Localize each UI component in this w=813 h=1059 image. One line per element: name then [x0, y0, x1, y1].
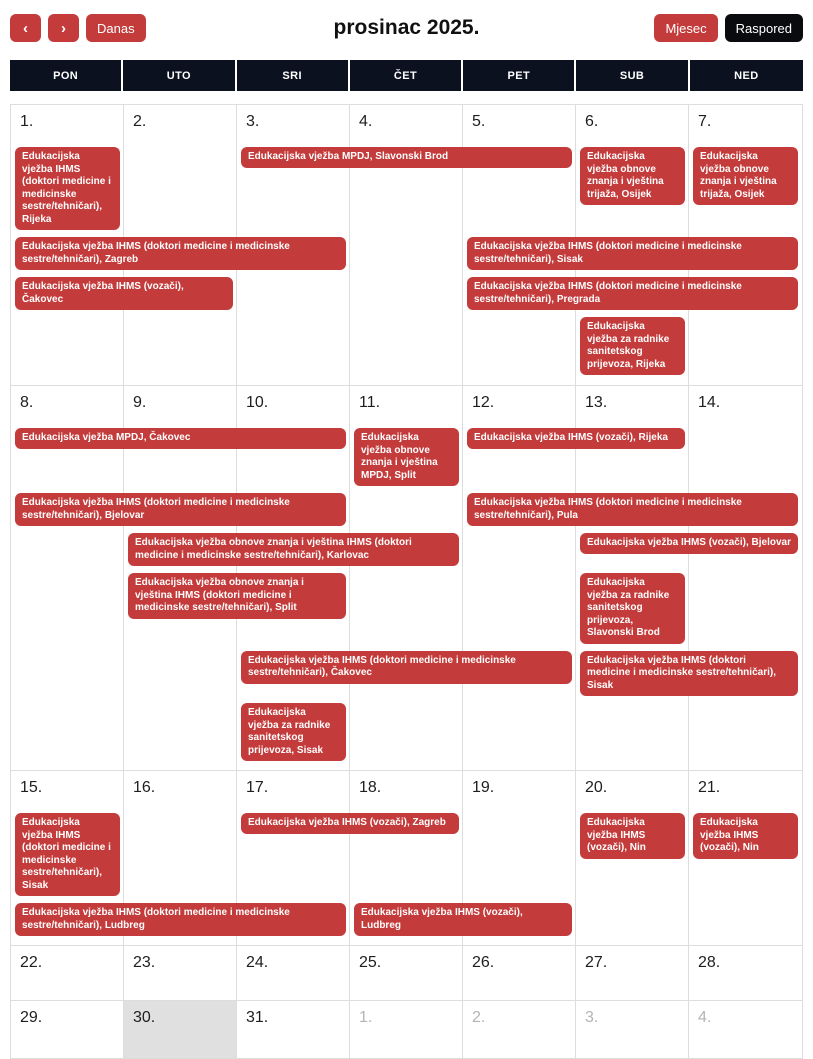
calendar-event[interactable]: Edukacijska vježba obnove znanja i vještina IHMS (doktori medicine i medicinske sestre/tehničari), Karlovac	[128, 533, 459, 566]
day-number: 6.	[585, 113, 599, 130]
day-number: 15.	[20, 779, 43, 796]
day-number: 13.	[585, 394, 608, 411]
calendar-event[interactable]: Edukacijska vježba IHMS (vozači), Nin	[580, 813, 685, 859]
day-header-1: UTO	[123, 60, 236, 91]
day-number: 19.	[472, 779, 495, 796]
day-number: 9.	[133, 394, 147, 411]
day-number: 20.	[585, 779, 608, 796]
calendar-event[interactable]: Edukacijska vježba obnove znanja i vještina IHMS (doktori medicine i medicinske sestre/tehničari), Split	[128, 573, 346, 619]
events-grid	[11, 1001, 802, 1058]
day-header-5: SUB	[576, 60, 689, 91]
week-row-3	[11, 770, 802, 945]
calendar-event[interactable]: Edukacijska vježba MPDJ, Slavonski Brod	[241, 147, 572, 168]
calendar-event[interactable]: Edukacijska vježba IHMS (doktori medicine i medicinske sestre/tehničari), Rijeka	[15, 147, 120, 230]
calendar-event[interactable]: Edukacijska vježba IHMS (vozači), Bjelovar	[580, 533, 798, 554]
events-grid	[11, 946, 802, 1000]
day-header-2: SRI	[237, 60, 350, 91]
calendar-event[interactable]: Edukacijska vježba IHMS (vozači), Nin	[693, 813, 798, 859]
day-number: 25.	[359, 954, 382, 971]
calendar-event[interactable]: Edukacijska vježba IHMS (vozači), Čakovec	[15, 277, 233, 310]
toolbar-left-group	[10, 14, 146, 42]
day-number: 8.	[20, 394, 34, 411]
day-number: 10.	[246, 394, 269, 411]
calendar-event[interactable]: Edukacijska vježba IHMS (doktori medicine i medicinske sestre/tehničari), Bjelovar	[15, 493, 346, 526]
day-number: 11.	[359, 394, 381, 411]
calendar-event[interactable]: Edukacijska vježba IHMS (doktori medicine i medicinske sestre/tehničari), Sisak	[467, 237, 798, 270]
day-number: 4.	[698, 1009, 712, 1026]
month-view-button[interactable]: Mjesec	[654, 14, 717, 42]
day-number: 26.	[472, 954, 495, 971]
day-header-3: ČET	[350, 60, 463, 91]
calendar-title: prosinac 2025.	[333, 16, 480, 39]
day-number: 4.	[359, 113, 373, 130]
toolbar-right-group	[654, 14, 803, 42]
day-number: 30.	[133, 1009, 156, 1026]
events-grid	[11, 386, 802, 770]
today-button[interactable]: Danas	[86, 14, 146, 42]
day-header-row	[10, 60, 803, 91]
calendar-event[interactable]: Edukacijska vježba obnove znanja i vještina trijaža, Osijek	[693, 147, 798, 205]
day-number: 3.	[246, 113, 260, 130]
week-row-2	[11, 385, 802, 770]
day-number: 22.	[20, 954, 43, 971]
calendar-event[interactable]: Edukacijska vježba za radnike sanitetskog prijevoza, Sisak	[241, 703, 346, 761]
calendar-event[interactable]: Edukacijska vježba MPDJ, Čakovec	[15, 428, 346, 449]
day-number: 16.	[133, 779, 156, 796]
day-number: 2.	[133, 113, 147, 130]
day-number: 3.	[585, 1009, 599, 1026]
calendar-event[interactable]: Edukacijska vježba obnove znanja i vještina MPDJ, Split	[354, 428, 459, 486]
day-header-6: NED	[690, 60, 803, 91]
calendar-event[interactable]: Edukacijska vježba za radnike sanitetskog prijevoza, Slavonski Brod	[580, 573, 685, 644]
day-number: 5.	[472, 113, 486, 130]
day-number: 17.	[246, 779, 269, 796]
events-grid	[11, 105, 802, 385]
day-number: 21.	[698, 779, 721, 796]
day-number: 1.	[20, 113, 34, 130]
events-grid	[11, 771, 802, 945]
calendar-event[interactable]: Edukacijska vježba IHMS (vozači), Rijeka	[467, 428, 685, 449]
chevron-right-icon: ›	[61, 19, 66, 37]
week-row-4	[11, 945, 802, 1000]
calendar-event[interactable]: Edukacijska vježba IHMS (vozači), Ludbreg	[354, 903, 572, 936]
toolbar	[0, 0, 813, 44]
schedule-view-button[interactable]: Raspored	[725, 14, 803, 42]
day-header-4: PET	[463, 60, 576, 91]
calendar-event[interactable]: Edukacijska vježba za radnike sanitetskog prijevoza, Rijeka	[580, 317, 685, 375]
chevron-left-icon: ‹	[23, 19, 28, 37]
calendar-event[interactable]: Edukacijska vježba IHMS (doktori medicine i medicinske sestre/tehničari), Zagreb	[15, 237, 346, 270]
calendar-event[interactable]: Edukacijska vježba obnove znanja i vještina trijaža, Osijek	[580, 147, 685, 205]
calendar-event[interactable]: Edukacijska vježba IHMS (doktori medicine i medicinske sestre/tehničari), Sisak	[580, 651, 798, 697]
day-header-0: PON	[10, 60, 123, 91]
week-row-1	[11, 105, 802, 385]
day-number: 1.	[359, 1009, 373, 1026]
day-number: 31.	[246, 1009, 269, 1026]
day-number: 12.	[472, 394, 495, 411]
calendar-event[interactable]: Edukacijska vježba IHMS (doktori medicine i medicinske sestre/tehničari), Pula	[467, 493, 798, 526]
day-number: 24.	[246, 954, 269, 971]
calendar-event[interactable]: Edukacijska vježba IHMS (doktori medicine i medicinske sestre/tehničari), Pregrada	[467, 277, 798, 310]
day-number: 14.	[698, 394, 721, 411]
day-number: 7.	[698, 113, 712, 130]
day-number: 23.	[133, 954, 156, 971]
calendar-event[interactable]: Edukacijska vježba IHMS (vozači), Zagreb	[241, 813, 459, 834]
day-number: 27.	[585, 954, 608, 971]
calendar-grid	[10, 104, 803, 1059]
week-row-5	[11, 1000, 802, 1058]
prev-month-button[interactable]	[10, 14, 41, 42]
calendar-event[interactable]: Edukacijska vježba IHMS (doktori medicine i medicinske sestre/tehničari), Ludbreg	[15, 903, 346, 936]
day-number: 2.	[472, 1009, 486, 1026]
day-number: 18.	[359, 779, 382, 796]
day-number: 28.	[698, 954, 721, 971]
next-month-button[interactable]	[48, 14, 79, 42]
day-number: 29.	[20, 1009, 43, 1026]
calendar-event[interactable]: Edukacijska vježba IHMS (doktori medicine i medicinske sestre/tehničari), Čakovec	[241, 651, 572, 684]
calendar-event[interactable]: Edukacijska vježba IHMS (doktori medicine i medicinske sestre/tehničari), Sisak	[15, 813, 120, 896]
